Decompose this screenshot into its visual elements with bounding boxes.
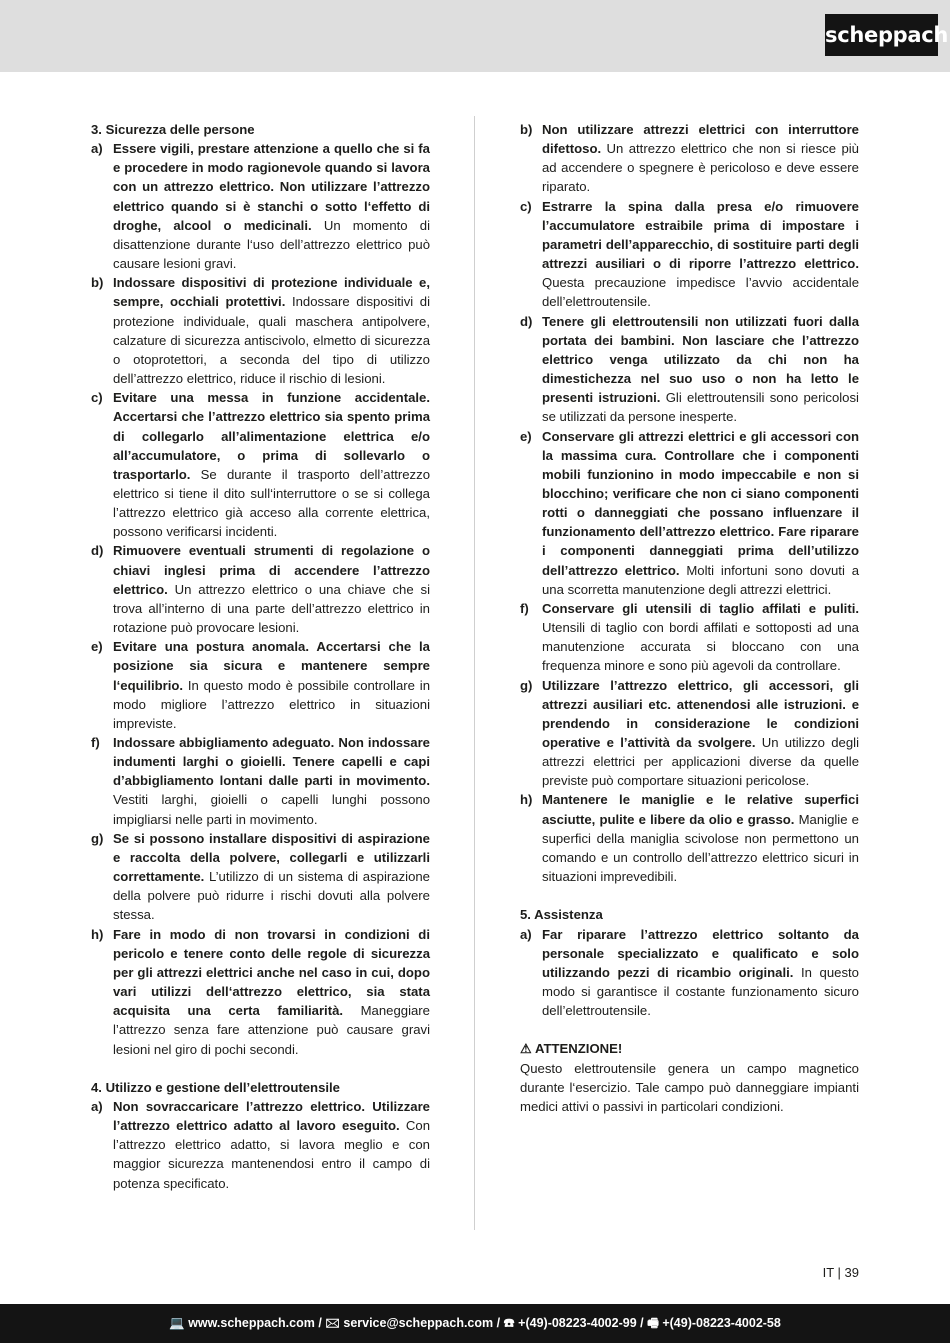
list-item bbox=[520, 197, 859, 312]
item-text bbox=[113, 139, 430, 273]
list-item bbox=[520, 312, 859, 427]
item-bold-text: Mantenere le maniglie e le relative superfici asciutte, pulite e libere da olio e grasso. bbox=[542, 792, 859, 827]
list-item bbox=[91, 541, 430, 637]
brand-logo: scheppach bbox=[825, 14, 938, 56]
list-item bbox=[520, 120, 859, 197]
section-title-4: 4. Utilizzo e gestione dell’elettroutensile bbox=[91, 1079, 340, 1095]
item-label: d) bbox=[520, 313, 533, 329]
item-bold-text: Evitare una postura anomala. Accertarsi che la posizione sia sicura e mantenere sempre l‘equilibrio. bbox=[113, 639, 430, 693]
list-item bbox=[91, 733, 430, 829]
item-text bbox=[542, 120, 859, 197]
item-body-text: Un attrezzo elettrico o una chiave che si trova all’interno di una parte dell’attrezzo elettrico in rotazione può provocare lesioni. bbox=[113, 581, 430, 636]
item-label: a) bbox=[91, 1098, 103, 1114]
item-label: a) bbox=[91, 141, 103, 157]
list-item bbox=[520, 676, 859, 791]
item-bold-text: Evitare una messa in funzione accidentale. Accertarsi che l’attrezzo elettrico sia spento prima di collegarlo all’alimentazione elettrica e/o all’accumulatore, o prima di sollevarlo o trasportarlo. bbox=[113, 390, 430, 482]
item-text bbox=[113, 541, 430, 637]
item-body-text: In questo modo è possibile controllare in modo migliore l’attrezzo elettrico in situazioni impreviste. bbox=[113, 677, 430, 731]
list-item bbox=[91, 1097, 430, 1193]
item-bold-text: Indossare abbigliamento adeguato. Non indossare indumenti larghi o gioielli. Tenere capelli e capi d’abbigliamento lontani dalle parti in movimento. bbox=[113, 735, 430, 789]
warning-text: Questo elettroutensile genera un campo magnetico durante l‘esercizio. Tale campo può danneggiare impianti medici attivi o passivi in particolari condizioni. bbox=[520, 1060, 859, 1114]
item-bold-text: Conservare gli attrezzi elettrici e gli accessori con la massima cura. Controllare che i componenti mobili funzionino in modo impeccabile e non si blocchino; verificare che non ci siano componenti rotti o danneggiati che possano influenzare il funzionamento dell’attrezzo elettrico. Fare riparare i componenti danneggiati prima dell’utilizzo dell’attrezzo elettrico. bbox=[542, 428, 859, 578]
list-item bbox=[91, 637, 430, 733]
item-body-text: Un momento di disattenzione durante l‘uso dell’attrezzo elettrico può causare lesioni gravi. bbox=[113, 217, 430, 272]
item-bold-text: Tenere gli elettroutensili non utilizzati fuori dalla portata dei bambini. Non lasciare che l’attrezzo elettrico venga utilizzato da chi non ha dimestichezza nel suo uso o non ha letto le presenti istruzioni. bbox=[542, 313, 859, 406]
item-label: h) bbox=[520, 792, 533, 808]
item-text bbox=[542, 312, 859, 427]
item-body-text: Indossare dispositivi di protezione individuale, quali maschera antipolvere, calzature di sicurezza antiscivolo, elmetto di sicurezza o otoprotettori, a seconda del tipo di utilizzo dell’attrezzo elettrico, riduce il rischio di lesioni. bbox=[113, 294, 431, 387]
item-label: c) bbox=[91, 390, 103, 406]
item-bold-text: Estrarre la spina dalla presa e/o rimuovere l’accumulatore estraibile prima di impostare i parametri dell’apparecchio, di sostituire parti degli attrezzi ausiliari o di riporre l’attrezzo elettrico. bbox=[542, 198, 859, 272]
header-band bbox=[0, 0, 950, 72]
item-text bbox=[113, 1097, 430, 1193]
spacer bbox=[520, 886, 859, 905]
item-label: g) bbox=[91, 830, 104, 846]
item-label: f) bbox=[91, 735, 100, 750]
page-number: IT | 39 bbox=[822, 1265, 859, 1280]
list-item bbox=[91, 139, 430, 273]
list-item bbox=[520, 427, 859, 599]
item-body-text: In questo modo si garantisce il costante funzionamento sicuro dell’elettroutensile. bbox=[542, 964, 859, 1019]
item-label: c) bbox=[520, 198, 532, 214]
item-text bbox=[113, 733, 430, 829]
item-text bbox=[113, 273, 430, 388]
section-3-list bbox=[91, 139, 430, 1059]
item-bold-text: Conservare gli utensili di taglio affilati e puliti. bbox=[542, 600, 859, 616]
spacer bbox=[520, 1020, 859, 1039]
item-label: e) bbox=[520, 428, 532, 444]
item-body-text: Maniglie e superfici della maniglia scivolose non permettono un comando e un controllo dell’attrezzo elettrico sicuri in situazioni imprevedibili. bbox=[542, 811, 859, 885]
item-text bbox=[542, 427, 859, 599]
item-body-text: Vestiti larghi, gioielli o capelli lunghi possono impigliarsi nelle parti in movimento. bbox=[113, 792, 430, 827]
item-text bbox=[113, 829, 430, 925]
list-item bbox=[91, 925, 430, 1059]
item-bold-text: Indossare dispositivi di protezione individuale e, sempre, occhiali protettivi. bbox=[113, 275, 430, 310]
section-5-list bbox=[520, 925, 859, 1021]
item-body-text: Gli elettroutensili sono pericolosi se utilizzati da persone inesperte. bbox=[542, 390, 859, 425]
column-divider bbox=[474, 116, 475, 1230]
item-bold-text: Far riparare l’attrezzo elettrico soltanto da personale specializzato e qualificato e solo utilizzando pezzi di ricambio originali. bbox=[542, 926, 859, 980]
list-item bbox=[91, 388, 430, 541]
item-body-text: Un attrezzo elettrico che non si riesce più ad accendere o spegnere è pericoloso e deve essere riparato. bbox=[542, 141, 859, 195]
item-body-text: Questa precauzione impedisce l’avvio accidentale dell’elettroutensile. bbox=[542, 275, 859, 310]
item-body-text: Molti infortuni sono dovuti a una scorretta manutenzione degli attrezzi elettrici. bbox=[542, 562, 860, 597]
item-bold-text: Rimuovere eventuali strumenti di regolazione o chiavi inglesi prima di accendere l’attrezzo elettrico. bbox=[113, 543, 430, 597]
item-body-text: L’utilizzo di un sistema di aspirazione della polvere può ridurre i rischi dovuti alla polvere stessa. bbox=[113, 869, 430, 923]
list-item bbox=[520, 599, 859, 676]
list-item bbox=[520, 925, 859, 1021]
footer-contact-bar: 💻 www.scheppach.com / 🖂 service@scheppach.com / ☎ +(49)-08223-4002-99 / 🖷 +(49)-08223-4002-58 bbox=[0, 1304, 950, 1343]
item-bold-text: Se si possono installare dispositivi di aspirazione e raccolta della polvere, collegarli e utilizzarli correttamente. bbox=[113, 830, 430, 885]
section-title-5: 5. Assistenza bbox=[520, 907, 603, 923]
item-label: h) bbox=[91, 926, 104, 942]
item-body-text: Se durante il trasporto dell’attrezzo elettrico si tiene il dito sull‘interruttore o se si collega l’attrezzo elettrico già acceso alla corrente elettrica, possono verificarsi incidenti. bbox=[113, 466, 430, 540]
item-label: d) bbox=[91, 543, 104, 559]
left-column bbox=[91, 120, 430, 1193]
item-label: g) bbox=[520, 677, 533, 693]
item-label: b) bbox=[91, 275, 104, 291]
right-column bbox=[520, 120, 859, 1116]
warning-title: ⚠ ATTENZIONE! bbox=[520, 1041, 623, 1057]
item-label: a) bbox=[520, 926, 532, 942]
item-body-text: Utensili di taglio con bordi affilati e sottoposti ad una manutenzione accurata si bloccano con una frequenza minore e sono più agevoli da controllare. bbox=[542, 620, 859, 674]
item-text bbox=[542, 925, 859, 1021]
item-text bbox=[542, 790, 859, 886]
section-title-3: 3. Sicurezza delle persone bbox=[91, 122, 255, 137]
spacer bbox=[91, 1059, 430, 1078]
item-body-text: Con l’attrezzo elettrico adatto, si lavora meglio e con maggior sicurezza mantenendosi entro il campo di potenza specificato. bbox=[113, 1118, 430, 1191]
item-label: e) bbox=[91, 639, 103, 655]
item-text bbox=[542, 676, 859, 791]
item-label: b) bbox=[520, 122, 533, 137]
item-body-text: Maneggiare l’attrezzo senza fare attenzione può causare gravi lesioni nel giro di pochi secondi. bbox=[113, 1003, 430, 1057]
item-bold-text: Essere vigili, prestare attenzione a quello che si fa e procedere in modo ragionevole quando si lavora con un attrezzo elettrico. Non utilizzare l’attrezzo elettrico quando si è stanchi o sotto l‘effetto di droghe, alcool o medicinali. bbox=[113, 141, 430, 233]
item-body-text: Un utilizzo degli attrezzi elettrici per applicazioni diverse da quelle previste può comportare situazioni pericolose. bbox=[542, 735, 859, 789]
list-item bbox=[91, 273, 430, 388]
list-item bbox=[91, 829, 430, 925]
item-text bbox=[113, 925, 430, 1059]
item-bold-text: Utilizzare l’attrezzo elettrico, gli accessori, gli attrezzi ausiliari etc. attenendosi alle istruzioni. e prendendo in considerazione le condizioni operative e l’attività da svolgere. bbox=[542, 677, 859, 750]
item-bold-text: Non utilizzare attrezzi elettrici con interruttore difettoso. bbox=[542, 122, 859, 157]
item-label: f) bbox=[520, 600, 529, 616]
item-text bbox=[113, 637, 430, 733]
item-text bbox=[113, 388, 430, 541]
list-item bbox=[520, 790, 859, 886]
section-4-list-continued bbox=[520, 120, 859, 886]
item-bold-text: Fare in modo di non trovarsi in condizioni di pericolo e tenere conto delle regole di sicurezza per gli attrezzi elettrici anche nel caso in cui, dopo vari utilizzi dell‘attrezzo elettrico, sia stata acquisita una certa familiarità. bbox=[113, 926, 430, 1019]
item-bold-text: Non sovraccaricare l’attrezzo elettrico. Utilizzare l’attrezzo elettrico adatto al lavoro eseguito. bbox=[113, 1098, 430, 1134]
item-text bbox=[542, 197, 859, 312]
item-text bbox=[542, 599, 859, 676]
section-4-list bbox=[91, 1097, 430, 1193]
